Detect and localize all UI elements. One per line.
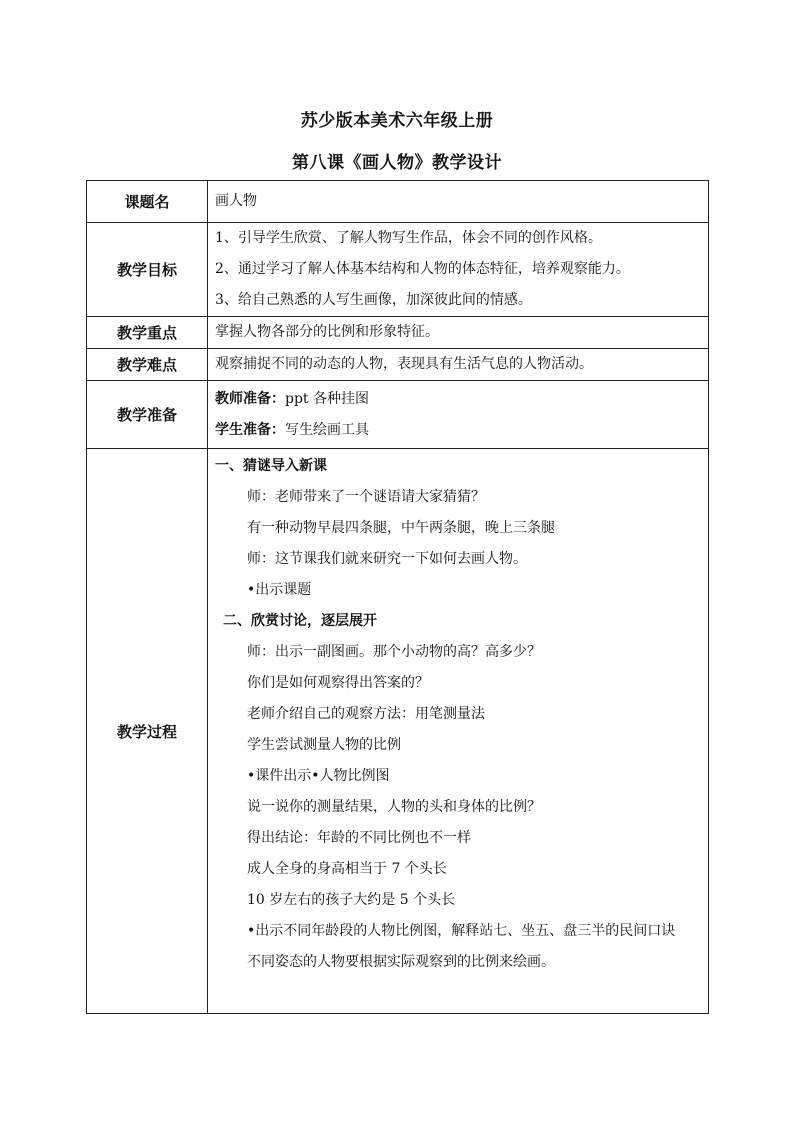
- row-focus: [87, 317, 709, 349]
- process-line: 说一说你的测量结果，人物的头和身体的比例？: [247, 799, 541, 815]
- process-line: 成人全身的身高相当于 7 个头长: [247, 861, 447, 877]
- value-prep: [208, 381, 709, 449]
- value-goals: [208, 223, 709, 317]
- goal-item: 2、通过学习了解人体基本结构和人物的体态特征，培养观察能力。: [215, 261, 630, 277]
- process-line: 师：老师带来了一个谜语请大家猜猜？: [247, 489, 485, 505]
- focus-text: 掌握人物各部分的比例和形象特征。: [215, 324, 439, 340]
- row-topic: [87, 181, 709, 223]
- teacher-prep-value: ppt 各种挂图: [285, 390, 369, 407]
- value-topic: [208, 181, 709, 223]
- difficulty-text: 观察捕捉不同的动态的人物，表现具有生活气息的人物活动。: [215, 356, 593, 372]
- label-process: 教学过程: [87, 449, 208, 1014]
- student-prep-value: 写生绘画工具: [285, 421, 369, 438]
- process-line: 10 岁左右的孩子大约是 5 个头长: [247, 892, 456, 908]
- process-line-wrapped: •出示不同年龄段的人物比例图，解释站七、坐五、盘三半的民间口诀: [247, 923, 676, 939]
- process-line: 不同姿态的人物要根据实际观察到的比例来绘画。: [247, 954, 555, 970]
- row-prep: [87, 381, 709, 449]
- section-heading: 一、猜谜导入新课: [215, 458, 327, 474]
- label-topic: 课题名: [87, 181, 208, 223]
- section-heading: 二、欣赏讨论，逐层展开: [223, 613, 377, 629]
- document-title: 苏少版本美术六年级上册: [300, 111, 494, 131]
- value-process: [208, 449, 709, 1014]
- topic-text: 画人物: [215, 193, 257, 209]
- document-subtitle: 第八课《画人物》教学设计: [292, 153, 502, 173]
- label-goals: 教学目标: [87, 223, 208, 317]
- label-focus: 教学重点: [87, 317, 208, 349]
- row-process: [87, 449, 709, 1014]
- process-line: 你们是如何观察得出答案的？: [247, 675, 429, 691]
- teacher-prep: [215, 384, 702, 415]
- label-difficulty: 教学难点: [87, 349, 208, 381]
- process-line: 师：出示一副图画。那个小动物的高？高多少？: [247, 644, 541, 660]
- process-line: 有一种动物早晨四条腿，中午两条腿，晚上三条腿: [247, 520, 555, 536]
- process-line: 老师介绍自己的观察方法：用笔测量法: [247, 706, 485, 722]
- student-prep-label: 学生准备：: [215, 421, 285, 438]
- process-line: •出示课题: [247, 582, 312, 598]
- goal-item: 3、给自己熟悉的人写生画像，加深彼此间的情感。: [215, 292, 532, 308]
- row-goals: [87, 223, 709, 317]
- row-difficulty: [87, 349, 709, 381]
- teacher-prep-label: 教师准备：: [215, 390, 285, 407]
- process-line: 得出结论：年龄的不同比例也不一样: [247, 830, 471, 846]
- goal-item: 1、引导学生欣赏、了解人物写生作品，体会不同的创作风格。: [215, 230, 602, 246]
- student-prep: [215, 415, 702, 446]
- label-prep: 教学准备: [87, 381, 208, 449]
- lesson-plan-table: [86, 180, 709, 1014]
- process-line: 学生尝试测量人物的比例: [247, 737, 401, 753]
- value-difficulty: [208, 349, 709, 381]
- process-line: 师：这节课我们就来研究一下如何去画人物。: [247, 551, 527, 567]
- process-line: •课件出示•人物比例图: [247, 768, 390, 784]
- value-focus: [208, 317, 709, 349]
